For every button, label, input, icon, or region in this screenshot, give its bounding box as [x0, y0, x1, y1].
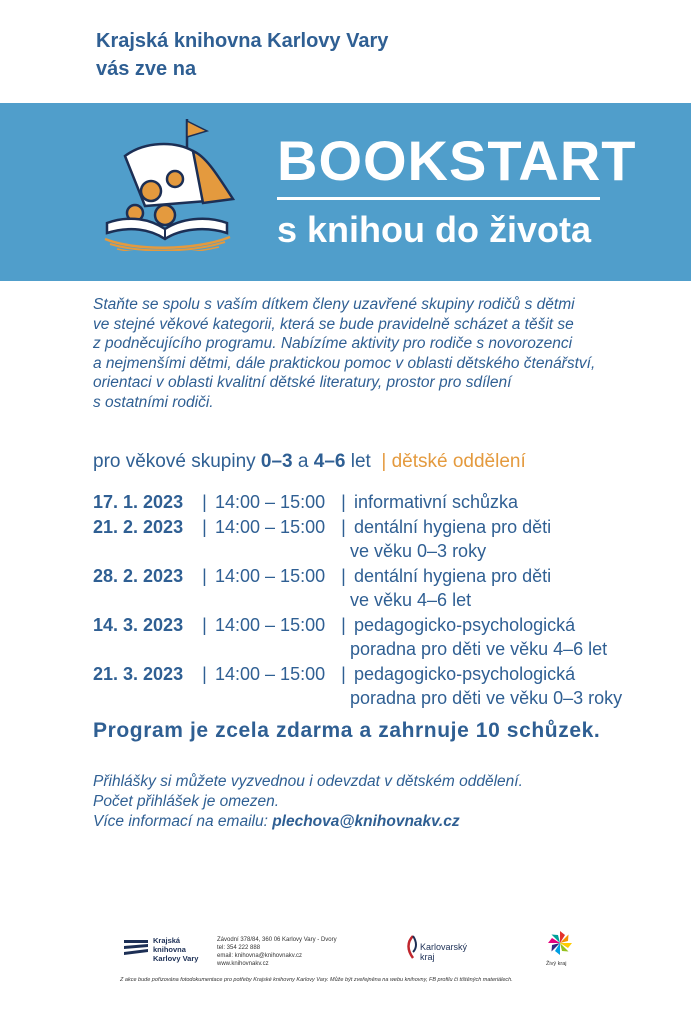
schedule-time: 14:00 – 15:00 [215, 614, 326, 635]
schedule-topic-continuation: poradna pro děti ve věku 0–3 roky [350, 688, 623, 708]
karlovarsky-kraj-text [420, 942, 467, 962]
schedule-separator: | [202, 492, 207, 512]
schedule-date: 28. 2. 2023 [93, 565, 184, 586]
schedule-time: 14:00 – 15:00 [215, 492, 326, 512]
schedule-separator: | [341, 565, 346, 586]
book-ship-logo-icon [95, 111, 240, 256]
schedule-date: 21. 2. 2023 [93, 516, 184, 537]
schedule-topic: pedagogicko-psychologická [354, 614, 576, 635]
schedule-separator: | [341, 614, 346, 635]
brand [277, 131, 637, 250]
schedule-topic-continuation: poradna pro děti ve věku 4–6 let [350, 639, 608, 659]
age-groups-separator: | [381, 451, 387, 472]
age-group-1: 0–3 [260, 451, 293, 472]
signup-line: Přihlášky si můžete vyzvednou i odevzdat v dětském oddělení. [93, 773, 523, 790]
schedule-topic: dentální hygiena pro děti [354, 565, 552, 586]
signup-info [93, 772, 523, 832]
schedule-time: 14:00 – 15:00 [215, 516, 326, 537]
schedule-time: 14:00 – 15:00 [215, 565, 326, 586]
schedule-separator: | [341, 516, 346, 537]
schedule-date: 17. 1. 2023 [93, 492, 184, 512]
header-line-library: Krajská knihovna Karlovy Vary [96, 30, 389, 52]
address-line: Závodní 378/84, 360 06 Karlovy Vary - Dvory [217, 937, 337, 943]
library-name-line: Krajská [153, 936, 181, 945]
age-group-2: 4–6 [313, 451, 346, 472]
address-line: www.knihovnakv.cz [217, 961, 269, 967]
schedule-topic: dentální hygiena pro děti [354, 516, 552, 537]
schedule-separator: | [341, 492, 346, 512]
age-groups [93, 451, 526, 473]
region-text-line: kraj [420, 952, 435, 962]
schedule-topic: pedagogicko-psychologická [354, 663, 576, 684]
intro-line: ve stejné věkové kategorii, která se bude pravidelně scházet a těšit se [93, 315, 574, 333]
schedule-separator: | [202, 516, 207, 537]
intro-line: Staňte se spolu s vaším dítkem členy uzavřené skupiny rodičů s dětmi [93, 296, 575, 313]
intro-line: a nejmenšími dětmi, dále praktickou pomoc v oblasti dětského čtenářství, [93, 354, 596, 372]
library-logo-icon [123, 936, 149, 963]
schedule-date: 21. 3. 2023 [93, 663, 184, 684]
schedule-row [93, 564, 622, 589]
brand-subtitle: s knihou do života [277, 209, 592, 250]
schedule-topic-continuation: ve věku 4–6 let [350, 590, 472, 610]
brand-title: BOOKSTART [277, 129, 637, 192]
karlovarsky-kraj-logo-icon [405, 934, 421, 965]
library-name-line: Karlovy Vary [153, 954, 199, 963]
intro-line: s ostatními rodiči. [93, 393, 214, 411]
schedule-separator: | [341, 663, 346, 684]
library-name [153, 936, 198, 963]
schedule [93, 490, 622, 711]
free-program-note: Program je zcela zdarma a zahrnuje 10 schůzek. [93, 719, 601, 742]
schedule-row [93, 613, 622, 638]
schedule-date: 14. 3. 2023 [93, 614, 184, 635]
library-name-line: knihovna [153, 945, 186, 954]
address-line: email: knihovna@knihovnakv.cz [217, 953, 303, 959]
schedule-topic: informativní schůzka [354, 492, 519, 512]
schedule-topic-continuation: ve věku 0–3 roky [350, 541, 487, 561]
schedule-separator: | [202, 614, 207, 635]
schedule-row [93, 515, 622, 540]
signup-email-link[interactable]: plechova@knihovnakv.cz [272, 813, 460, 830]
intro-line: orientaci v oblasti kvalitní dětské literatury, prostor pro sdílení [93, 374, 512, 391]
schedule-separator: | [202, 663, 207, 684]
schedule-separator: | [202, 565, 207, 586]
department-label: dětské oddělení [391, 451, 526, 472]
library-address [217, 936, 337, 968]
header [96, 27, 388, 83]
region-text-line: Karlovarský [420, 942, 468, 952]
schedule-row [93, 662, 622, 687]
age-groups-prefix: pro věkové skupiny [93, 451, 261, 472]
header-line-invite: vás zve na [96, 58, 197, 80]
zivy-kraj-flower-icon [545, 928, 575, 963]
signup-line [93, 812, 523, 832]
photo-footnote: Z akce bude pořizována fotodokumentace pro potřeby Krajské knihovny Karlovy Vary. Může být zveřejněna na webu knihovny, FB profilu či tištěných materiálech. [120, 977, 513, 983]
brand-divider [277, 197, 600, 200]
age-groups-suffix: let [345, 451, 371, 472]
zivy-kraj-text: Živý kraj [546, 961, 567, 967]
age-groups-and: a [292, 451, 314, 472]
intro-line: z podněcujícího programu. Nabízíme aktivity pro rodiče s novorozenci [93, 335, 573, 352]
signup-line: Počet přihlášek je omezen. [93, 793, 280, 810]
schedule-row [93, 490, 622, 515]
schedule-time: 14:00 – 15:00 [215, 663, 326, 684]
intro-paragraph [93, 295, 633, 412]
signup-email-prefix: Více informací na emailu: [93, 813, 273, 830]
banner [0, 103, 691, 281]
address-line: tel: 354 222 888 [217, 945, 261, 951]
